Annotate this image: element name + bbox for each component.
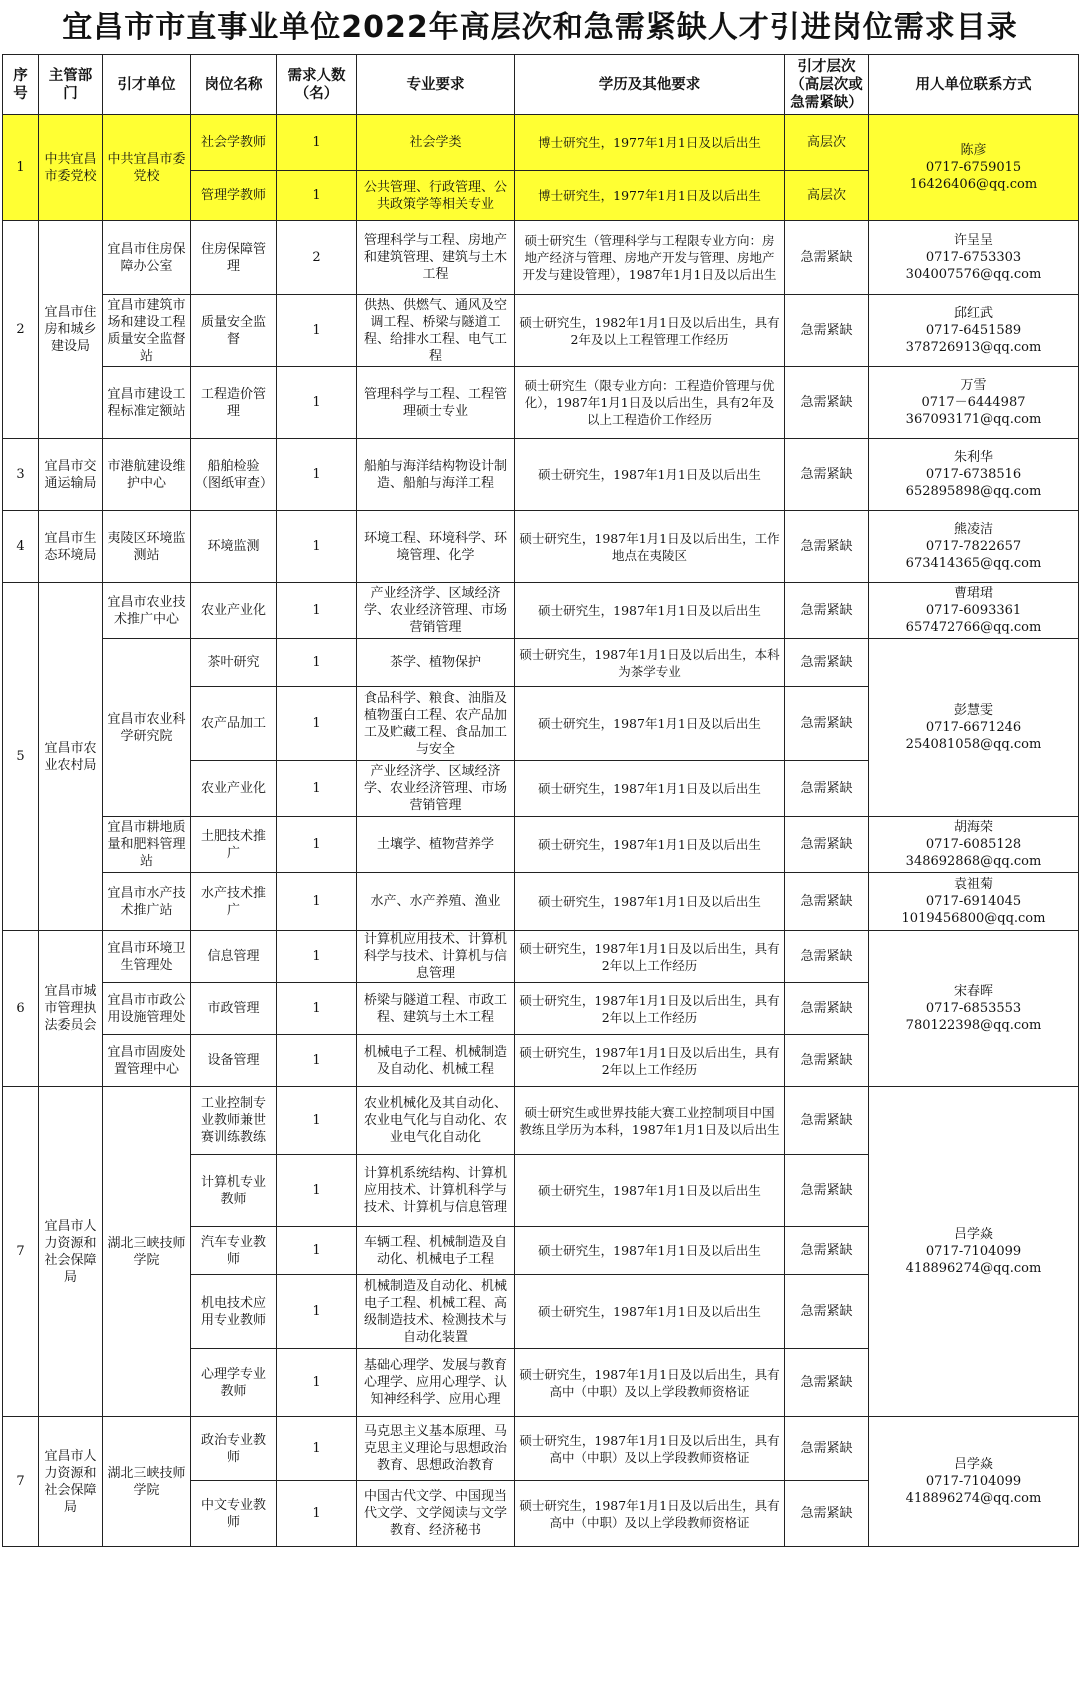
cell-major: 管理科学与工程、房地产和建筑管理、建筑与土木工程 bbox=[357, 221, 515, 295]
cell-post: 心理学专业教师 bbox=[191, 1349, 277, 1417]
contact-name: 彭慧雯 bbox=[953, 703, 993, 718]
cell-edu: 硕士研究生（管理科学与工程限专业方向：房地产经济与管理、房地产开发与管理、房地产开发与建设管理），1987年1月1日及以后出生 bbox=[515, 221, 785, 295]
contact-phone: 0717-6853553 bbox=[925, 1001, 1022, 1016]
cell-level: 急需紧缺 bbox=[785, 1349, 869, 1417]
cell-major: 食品科学、粮食、油脂及植物蛋白工程、农产品加工及贮藏工程、食品加工与安全 bbox=[357, 687, 515, 761]
cell-edu: 硕士研究生，1987年1月1日及以后出生，具有2年以上工作经历 bbox=[515, 1035, 785, 1087]
cell-post: 设备管理 bbox=[191, 1035, 277, 1087]
cell-edu: 硕士研究生，1987年1月1日及以后出生，工作地点在夷陵区 bbox=[515, 511, 785, 583]
cell-major: 船舶与海洋结构物设计制造、船舶与海洋工程 bbox=[357, 439, 515, 511]
cell-num: 1 bbox=[277, 1349, 357, 1417]
cell-post: 计算机专业教师 bbox=[191, 1155, 277, 1227]
cell-contact bbox=[869, 1417, 1079, 1547]
cell-unit: 市港航建设维护中心 bbox=[103, 439, 191, 511]
contact-phone: 0717-6738516 bbox=[925, 467, 1022, 482]
header-edu: 学历及其他要求 bbox=[515, 55, 785, 115]
cell-major: 桥梁与隧道工程、市政工程、建筑与土木工程 bbox=[357, 983, 515, 1035]
cell-unit: 中共宜昌市委党校 bbox=[103, 115, 191, 221]
header-post: 岗位名称 bbox=[191, 55, 277, 115]
cell-unit: 宜昌市环境卫生管理处 bbox=[103, 931, 191, 983]
contact-phone: 0717-7104099 bbox=[925, 1244, 1022, 1259]
cell-level: 急需紧缺 bbox=[785, 1227, 869, 1275]
cell-edu: 博士研究生，1977年1月1日及以后出生 bbox=[515, 171, 785, 221]
contact-email: 657472766@qq.com bbox=[905, 620, 1042, 635]
header-unit: 引才单位 bbox=[103, 55, 191, 115]
contact-email: 652895898@qq.com bbox=[905, 484, 1042, 499]
cell-dept: 宜昌市人力资源和社会保障局 bbox=[39, 1417, 103, 1547]
contact-name: 曹珺珺 bbox=[953, 586, 993, 601]
cell-level: 急需紧缺 bbox=[785, 439, 869, 511]
contact-phone: 0717-6914045 bbox=[925, 894, 1022, 909]
contact-phone: 0717－6444987 bbox=[921, 395, 1026, 410]
cell-major: 环境工程、环境科学、环境管理、化学 bbox=[357, 511, 515, 583]
cell-level: 急需紧缺 bbox=[785, 931, 869, 983]
cell-num: 1 bbox=[277, 511, 357, 583]
cell-num: 1 bbox=[277, 639, 357, 687]
cell-contact bbox=[869, 583, 1079, 639]
table-row bbox=[3, 873, 1079, 931]
cell-major: 机械制造及自动化、机械电子工程、机械工程、高级制造技术、检测技术与自动化装置 bbox=[357, 1275, 515, 1349]
cell-major: 茶学、植物保护 bbox=[357, 639, 515, 687]
cell-major: 社会学类 bbox=[357, 115, 515, 171]
cell-seq: 6 bbox=[3, 931, 39, 1087]
contact-name: 许呈呈 bbox=[953, 233, 993, 248]
cell-post: 质量安全监督 bbox=[191, 295, 277, 367]
contact-email: 418896274@qq.com bbox=[905, 1491, 1042, 1506]
cell-edu: 硕士研究生，1987年1月1日及以后出生 bbox=[515, 1155, 785, 1227]
cell-dept: 宜昌市住房和城乡建设局 bbox=[39, 221, 103, 439]
header-dept: 主管部门 bbox=[39, 55, 103, 115]
contact-name: 陈彦 bbox=[960, 143, 987, 158]
cell-post: 信息管理 bbox=[191, 931, 277, 983]
cell-seq: 7 bbox=[3, 1087, 39, 1417]
cell-level: 高层次 bbox=[785, 171, 869, 221]
cell-num: 1 bbox=[277, 171, 357, 221]
table-row bbox=[3, 639, 1079, 687]
positions-table bbox=[2, 54, 1079, 1547]
cell-post: 市政管理 bbox=[191, 983, 277, 1035]
contact-email: 16426406@qq.com bbox=[909, 177, 1038, 192]
cell-seq: 7 bbox=[3, 1417, 39, 1547]
cell-num: 2 bbox=[277, 221, 357, 295]
cell-unit: 宜昌市水产技术推广站 bbox=[103, 873, 191, 931]
cell-num: 1 bbox=[277, 1155, 357, 1227]
contact-email: 673414365@qq.com bbox=[905, 556, 1042, 571]
cell-level: 急需紧缺 bbox=[785, 817, 869, 873]
header-contact: 用人单位联系方式 bbox=[869, 55, 1079, 115]
table-row bbox=[3, 221, 1079, 295]
cell-edu: 硕士研究生，1987年1月1日及以后出生 bbox=[515, 761, 785, 817]
cell-major: 土壤学、植物营养学 bbox=[357, 817, 515, 873]
table-row bbox=[3, 367, 1079, 439]
cell-num: 1 bbox=[277, 931, 357, 983]
table-body bbox=[3, 115, 1079, 1547]
cell-unit: 宜昌市市政公用设施管理处 bbox=[103, 983, 191, 1035]
cell-seq: 1 bbox=[3, 115, 39, 221]
contact-email: 254081058@qq.com bbox=[905, 737, 1042, 752]
cell-post: 住房保障管理 bbox=[191, 221, 277, 295]
cell-major: 机械电子工程、机械制造及自动化、机械工程 bbox=[357, 1035, 515, 1087]
cell-seq: 2 bbox=[3, 221, 39, 439]
cell-major: 农业机械化及其自动化、农业电气化与自动化、农业电气化自动化 bbox=[357, 1087, 515, 1155]
cell-edu: 硕士研究生，1982年1月1日及以后出生，具有2年及以上工程管理工作经历 bbox=[515, 295, 785, 367]
contact-phone: 0717-7104099 bbox=[925, 1474, 1022, 1489]
cell-post: 船舶检验（图纸审查） bbox=[191, 439, 277, 511]
cell-dept: 宜昌市生态环境局 bbox=[39, 511, 103, 583]
cell-num: 1 bbox=[277, 817, 357, 873]
cell-post: 管理学教师 bbox=[191, 171, 277, 221]
contact-phone: 0717-6753303 bbox=[925, 250, 1022, 265]
cell-edu: 硕士研究生，1987年1月1日及以后出生 bbox=[515, 1275, 785, 1349]
cell-post: 农业产业化 bbox=[191, 583, 277, 639]
cell-num: 1 bbox=[277, 1227, 357, 1275]
cell-contact bbox=[869, 115, 1079, 221]
cell-level: 急需紧缺 bbox=[785, 761, 869, 817]
contact-name: 袁祖菊 bbox=[953, 877, 993, 892]
cell-level: 急需紧缺 bbox=[785, 295, 869, 367]
cell-edu: 硕士研究生，1987年1月1日及以后出生，本科为茶学专业 bbox=[515, 639, 785, 687]
cell-contact bbox=[869, 221, 1079, 295]
cell-level: 急需紧缺 bbox=[785, 221, 869, 295]
cell-unit: 夷陵区环境监测站 bbox=[103, 511, 191, 583]
cell-level: 急需紧缺 bbox=[785, 687, 869, 761]
cell-edu: 硕士研究生，1987年1月1日及以后出生，具有高中（中职）及以上学段教师资格证 bbox=[515, 1349, 785, 1417]
cell-level: 急需紧缺 bbox=[785, 1035, 869, 1087]
cell-level: 急需紧缺 bbox=[785, 1087, 869, 1155]
cell-unit: 宜昌市农业科学研究院 bbox=[103, 639, 191, 817]
cell-unit: 湖北三峡技师学院 bbox=[103, 1087, 191, 1417]
cell-contact bbox=[869, 817, 1079, 873]
cell-major: 公共管理、行政管理、公共政策学等相关专业 bbox=[357, 171, 515, 221]
cell-seq: 5 bbox=[3, 583, 39, 931]
cell-contact bbox=[869, 367, 1079, 439]
cell-level: 急需紧缺 bbox=[785, 511, 869, 583]
contact-phone: 0717-6759015 bbox=[925, 160, 1022, 175]
cell-post: 机电技术应用专业教师 bbox=[191, 1275, 277, 1349]
cell-post: 农产品加工 bbox=[191, 687, 277, 761]
table-row bbox=[3, 511, 1079, 583]
header-num: 需求人数（名） bbox=[277, 55, 357, 115]
cell-major: 车辆工程、机械制造及自动化、机械电子工程 bbox=[357, 1227, 515, 1275]
cell-major: 基础心理学、发展与教育心理学、应用心理学、认知神经科学、应用心理 bbox=[357, 1349, 515, 1417]
cell-level: 急需紧缺 bbox=[785, 367, 869, 439]
cell-major: 计算机应用技术、计算机科学与技术、计算机与信息管理 bbox=[357, 931, 515, 983]
cell-edu: 硕士研究生，1987年1月1日及以后出生，具有2年以上工作经历 bbox=[515, 931, 785, 983]
cell-edu: 硕士研究生，1987年1月1日及以后出生 bbox=[515, 873, 785, 931]
cell-level: 急需紧缺 bbox=[785, 1417, 869, 1481]
header-row bbox=[3, 55, 1079, 115]
cell-contact bbox=[869, 639, 1079, 817]
cell-num: 1 bbox=[277, 439, 357, 511]
contact-name: 邱红武 bbox=[953, 306, 993, 321]
cell-num: 1 bbox=[277, 115, 357, 171]
cell-unit: 宜昌市建设工程标准定额站 bbox=[103, 367, 191, 439]
cell-contact bbox=[869, 439, 1079, 511]
cell-num: 1 bbox=[277, 1417, 357, 1481]
contact-name: 吕学焱 bbox=[953, 1227, 993, 1242]
cell-contact bbox=[869, 295, 1079, 367]
cell-level: 急需紧缺 bbox=[785, 1275, 869, 1349]
cell-edu: 硕士研究生，1987年1月1日及以后出生 bbox=[515, 687, 785, 761]
cell-level: 急需紧缺 bbox=[785, 1155, 869, 1227]
table-row bbox=[3, 1087, 1079, 1155]
cell-major: 水产、水产养殖、渔业 bbox=[357, 873, 515, 931]
cell-post: 工业控制专业教师兼世赛训练教练 bbox=[191, 1087, 277, 1155]
cell-unit: 宜昌市农业技术推广中心 bbox=[103, 583, 191, 639]
cell-num: 1 bbox=[277, 687, 357, 761]
cell-post: 水产技术推广 bbox=[191, 873, 277, 931]
contact-email: 304007576@qq.com bbox=[905, 267, 1042, 282]
contact-name: 宋春晖 bbox=[953, 984, 993, 999]
cell-unit: 宜昌市建筑市场和建设工程质量安全监督站 bbox=[103, 295, 191, 367]
cell-edu: 硕士研究生，1987年1月1日及以后出生，具有高中（中职）及以上学段教师资格证 bbox=[515, 1417, 785, 1481]
cell-seq: 4 bbox=[3, 511, 39, 583]
contact-email: 367093171@qq.com bbox=[905, 412, 1042, 427]
cell-num: 1 bbox=[277, 873, 357, 931]
cell-edu: 硕士研究生，1987年1月1日及以后出生，具有高中（中职）及以上学段教师资格证 bbox=[515, 1481, 785, 1547]
table-row bbox=[3, 115, 1079, 171]
cell-num: 1 bbox=[277, 1481, 357, 1547]
cell-post: 土肥技术推广 bbox=[191, 817, 277, 873]
cell-level: 急需紧缺 bbox=[785, 583, 869, 639]
cell-num: 1 bbox=[277, 583, 357, 639]
cell-dept: 宜昌市人力资源和社会保障局 bbox=[39, 1087, 103, 1417]
cell-num: 1 bbox=[277, 1275, 357, 1349]
contact-name: 熊凌洁 bbox=[953, 522, 993, 537]
cell-major: 管理科学与工程、工程管理硕士专业 bbox=[357, 367, 515, 439]
table-row bbox=[3, 931, 1079, 983]
cell-seq: 3 bbox=[3, 439, 39, 511]
cell-num: 1 bbox=[277, 1087, 357, 1155]
cell-num: 1 bbox=[277, 761, 357, 817]
header-major: 专业要求 bbox=[357, 55, 515, 115]
cell-post: 政治专业教师 bbox=[191, 1417, 277, 1481]
contact-phone: 0717-6451589 bbox=[925, 323, 1022, 338]
contact-email: 418896274@qq.com bbox=[905, 1261, 1042, 1276]
cell-major: 产业经济学、区域经济学、农业经济管理、市场营销管理 bbox=[357, 583, 515, 639]
contact-phone: 0717-6093361 bbox=[925, 603, 1022, 618]
header-level: 引才层次（高层次或急需紧缺） bbox=[785, 55, 869, 115]
cell-edu: 硕士研究生，1987年1月1日及以后出生 bbox=[515, 583, 785, 639]
cell-level: 高层次 bbox=[785, 115, 869, 171]
contact-email: 780122398@qq.com bbox=[905, 1018, 1042, 1033]
contact-name: 胡海荣 bbox=[953, 820, 993, 835]
cell-edu: 硕士研究生，1987年1月1日及以后出生 bbox=[515, 1227, 785, 1275]
cell-unit: 宜昌市住房保障办公室 bbox=[103, 221, 191, 295]
table-row bbox=[3, 817, 1079, 873]
contact-name: 吕学焱 bbox=[953, 1457, 993, 1472]
table-row bbox=[3, 439, 1079, 511]
cell-num: 1 bbox=[277, 367, 357, 439]
cell-dept: 宜昌市城市管理执法委员会 bbox=[39, 931, 103, 1087]
cell-major: 供热、供燃气、通风及空调工程、桥梁与隧道工程、给排水工程、电气工程 bbox=[357, 295, 515, 367]
cell-level: 急需紧缺 bbox=[785, 983, 869, 1035]
contact-email: 1019456800@qq.com bbox=[901, 911, 1046, 926]
table-row bbox=[3, 1417, 1079, 1481]
cell-post: 茶叶研究 bbox=[191, 639, 277, 687]
contact-phone: 0717-6671246 bbox=[925, 720, 1022, 735]
cell-post: 环境监测 bbox=[191, 511, 277, 583]
cell-contact bbox=[869, 511, 1079, 583]
cell-level: 急需紧缺 bbox=[785, 873, 869, 931]
cell-num: 1 bbox=[277, 295, 357, 367]
contact-email: 378726913@qq.com bbox=[905, 340, 1042, 355]
document-title: 宜昌市市直事业单位2022年高层次和急需紧缺人才引进岗位需求目录 bbox=[62, 10, 1018, 45]
cell-edu: 硕士研究生（限专业方向：工程造价管理与优化），1987年1月1日及以后出生，具有2年及以上工程造价工作经历 bbox=[515, 367, 785, 439]
cell-contact bbox=[869, 873, 1079, 931]
cell-unit: 宜昌市耕地质量和肥料管理站 bbox=[103, 817, 191, 873]
cell-major: 产业经济学、区域经济学、农业经济管理、市场营销管理 bbox=[357, 761, 515, 817]
contact-phone: 0717-6085128 bbox=[925, 837, 1022, 852]
cell-contact bbox=[869, 931, 1079, 1087]
cell-edu: 博士研究生，1977年1月1日及以后出生 bbox=[515, 115, 785, 171]
table-row bbox=[3, 583, 1079, 639]
contact-email: 348692868@qq.com bbox=[905, 854, 1042, 869]
cell-dept: 中共宜昌市委党校 bbox=[39, 115, 103, 221]
table-row bbox=[3, 295, 1079, 367]
contact-name: 万雪 bbox=[960, 378, 987, 393]
cell-post: 社会学教师 bbox=[191, 115, 277, 171]
cell-edu: 硕士研究生或世界技能大赛工业控制项目中国教练且学历为本科，1987年1月1日及以后出生 bbox=[515, 1087, 785, 1155]
cell-post: 汽车专业教师 bbox=[191, 1227, 277, 1275]
cell-unit: 湖北三峡技师学院 bbox=[103, 1417, 191, 1547]
cell-post: 中文专业教师 bbox=[191, 1481, 277, 1547]
cell-edu: 硕士研究生，1987年1月1日及以后出生，具有2年以上工作经历 bbox=[515, 983, 785, 1035]
cell-post: 工程造价管理 bbox=[191, 367, 277, 439]
contact-phone: 0717-7822657 bbox=[925, 539, 1022, 554]
cell-num: 1 bbox=[277, 1035, 357, 1087]
cell-level: 急需紧缺 bbox=[785, 1481, 869, 1547]
cell-level: 急需紧缺 bbox=[785, 639, 869, 687]
cell-edu: 硕士研究生，1987年1月1日及以后出生 bbox=[515, 817, 785, 873]
cell-num: 1 bbox=[277, 983, 357, 1035]
cell-edu: 硕士研究生，1987年1月1日及以后出生 bbox=[515, 439, 785, 511]
cell-major: 马克思主义基本原理、马克思主义理论与思想政治教育、思想政治教育 bbox=[357, 1417, 515, 1481]
cell-major: 中国古代文学、中国现当代文学、文学阅读与文学教育、经济秘书 bbox=[357, 1481, 515, 1547]
cell-major: 计算机系统结构、计算机应用技术、计算机科学与技术、计算机与信息管理 bbox=[357, 1155, 515, 1227]
cell-post: 农业产业化 bbox=[191, 761, 277, 817]
header-seq: 序号 bbox=[3, 55, 39, 115]
cell-dept: 宜昌市交通运输局 bbox=[39, 439, 103, 511]
cell-contact bbox=[869, 1087, 1079, 1417]
cell-unit: 宜昌市固废处置管理中心 bbox=[103, 1035, 191, 1087]
contact-name: 朱利华 bbox=[953, 450, 993, 465]
cell-dept: 宜昌市农业农村局 bbox=[39, 583, 103, 931]
